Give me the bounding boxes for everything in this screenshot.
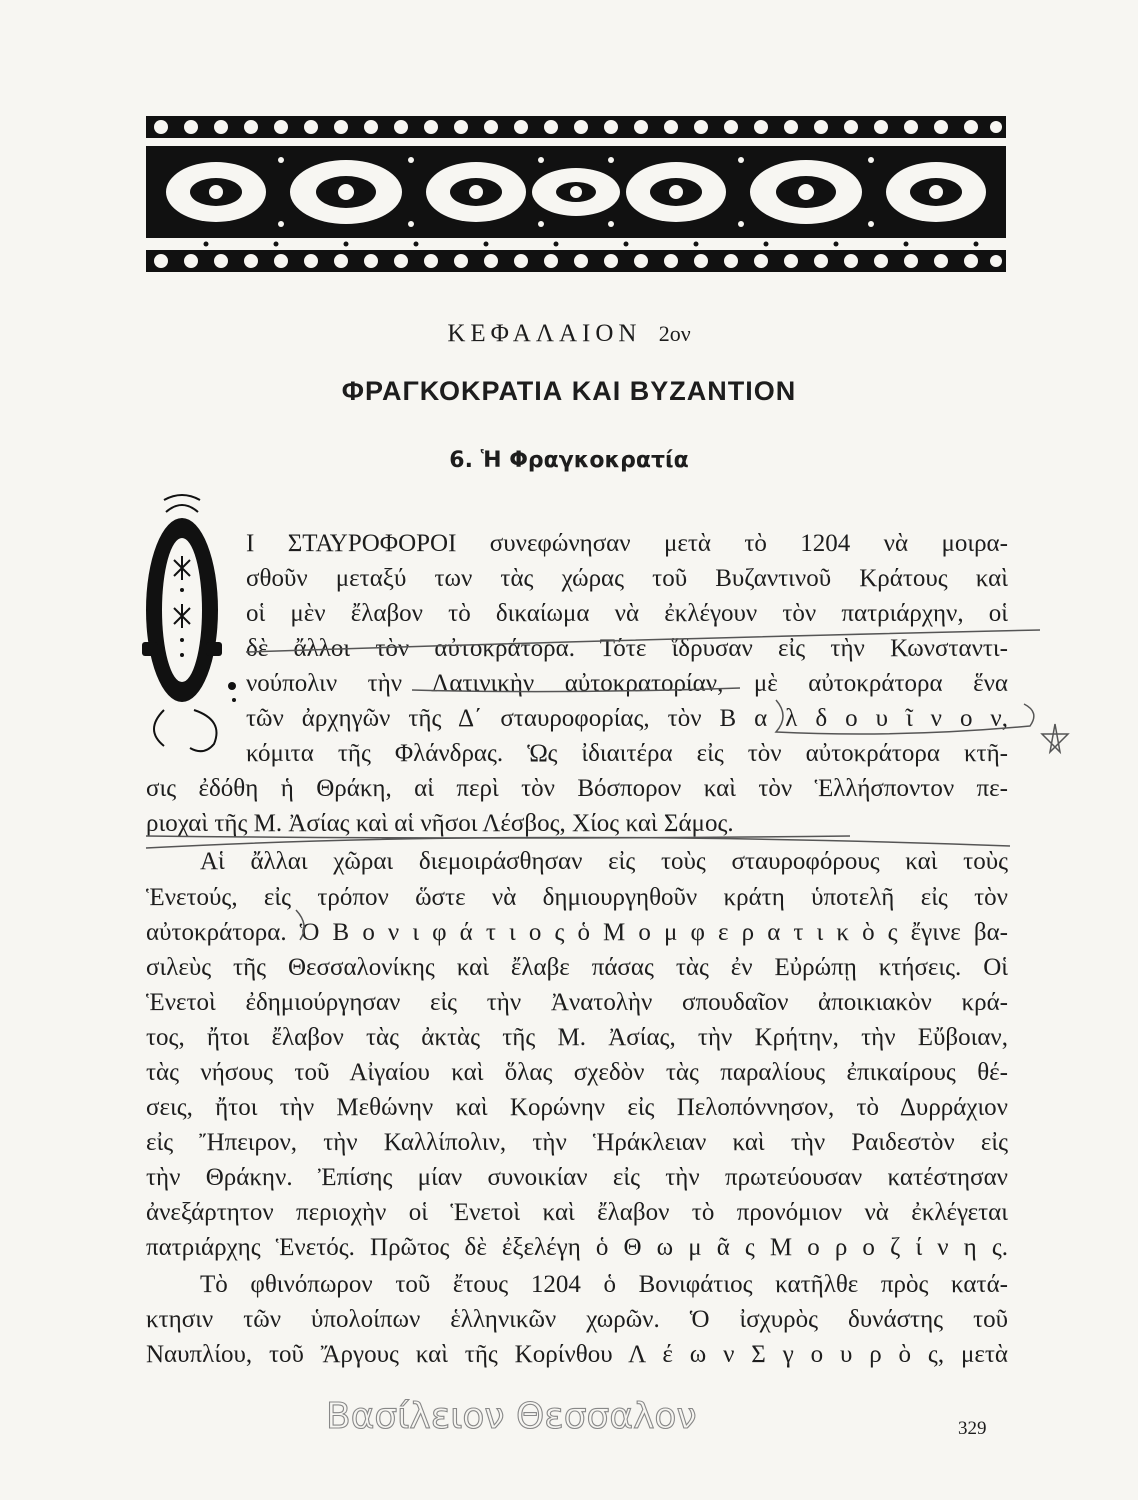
star-mark-icon [1038, 722, 1072, 756]
text-line: Αἱ ἄλλαι χῶραι διεμοιράσθησαν εἰς τοὺς σταυροφόρους καὶ τοὺς [200, 848, 1008, 875]
text-line: ἀνεξάρτητον περιοχὴν οἱ Ἑνετοὶ καὶ ἔλαβον τὸ προνόμιον νὰ ἐκλέγεται [146, 1199, 1008, 1226]
chapter-label: ΚΕΦΑΛΑΙΟΝ [447, 320, 642, 347]
chapter-title: ΦΡΑΓΚΟΚΡΑΤΙΑ ΚΑΙ ΒΥΖΑΝΤΙΟΝ [341, 376, 797, 406]
text-line: σεις, ἤτοι τὴν Μεθώνην καὶ Κορώνην εἰς Πελοπόννησον, τὸ Δυρράχιον [146, 1094, 1008, 1121]
handwritten-text: Βασίλειον Θεσσαλον [326, 1396, 697, 1437]
text-line: δὲ ἄλλοι τὸν αὐτοκράτορα. Τότε ἵδρυσαν εἰς τὴν Κωνσταντι- [246, 635, 1008, 662]
chapter-number: 2ον [658, 321, 691, 346]
text-line: κτησιν τῶν ὑπολοίπων ἑλληνικῶν χωρῶν. Ὁ ἰσχυρὸς δυνάστης τοῦ [146, 1306, 1008, 1333]
text-line: κόμιτα τῆς Φλάνδρας. Ὡς ἰδιαιτέρα εἰς τὸν αὐτοκράτορα κτῆ- [246, 740, 1008, 767]
text-line: ριοχαὶ τῆς Μ. Ἀσίας καὶ αἱ νῆσοι Λέσβος, Χίος καὶ Σάμος. [146, 810, 734, 837]
text-line: εἰς Ἤπειρον, τὴν Καλλίπολιν, τὴν Ἡράκλειαν καὶ τὴν Ραιδεστὸν εἰς [146, 1129, 1008, 1156]
text-line: Ι ΣΤΑΥΡΟΦΟΡΟΙ συνεφώνησαν μετὰ τὸ 1204 νὰ μοιρα- [246, 530, 1008, 557]
text-line: σις ἐδόθη ἡ Θράκη, αἱ περὶ τὸν Βόσπορον καὶ τὸν Ἑλλήσποντον πε- [146, 775, 1008, 802]
text-line: νούπολιν τὴν Λατινικὴν αὐτοκρατορίαν, μὲ αὐτοκράτορα ἕνα [246, 670, 1008, 697]
text-line: τὰς νήσους τοῦ Αἰγαίου καὶ ὅλας σχεδὸν τὰς παραλίους ἐπικαίρους θέ- [146, 1059, 1008, 1086]
text-line: Ναυπλίου, τοῦ Ἄργους καὶ τῆς Κορίνθου Λ έ ω ν Σ γ ο υ ρ ὸ ς, μετὰ [146, 1341, 1008, 1368]
text-line: αὐτοκράτορα. Ὁ Β ο ν ι φ ά τ ι ο ς ὁ Μ ο μ φ ε ρ α τ ι κ ὸ ς ἔγινε βα- [146, 919, 1008, 946]
text-line: πατριάρχης Ἑνετός. Πρῶτος δὲ ἐξελέγη ὁ Θ ω μ ᾶ ς Μ ο ρ ο ζ ί ν η ς. [146, 1234, 1008, 1261]
text-line: σιλεὺς τῆς Θεσσαλονίκης καὶ ἔλαβε πάσας τὰς ἐν Εὐρώπῃ κτήσεις. Οἱ [146, 954, 1008, 981]
page-number: 329 [958, 1418, 987, 1439]
text-line: τῶν ἀρχηγῶν τῆς Δ΄ σταυροφορίας, τὸν Β α λ δ ο υ ῖ ν ο ν, [246, 705, 1008, 732]
ornamental-banner [146, 110, 1006, 278]
handwritten-note [322, 1386, 792, 1446]
ornamental-dropcap [134, 490, 244, 760]
text-line: τος, ἤτοι ἔλαβον τὰς ἀκτὰς τῆς Μ. Ἀσίας, τὴν Κρήτην, τὴν Εὔβοιαν, [146, 1024, 1008, 1051]
text-line: οἱ μὲν ἔλαβον τὸ δικαίωμα νὰ ἐκλέγουν τὸν πατριάρχην, οἱ [246, 600, 1008, 627]
chapter-heading [0, 320, 1138, 348]
text-line: Τὸ φθινόπωρον τοῦ ἔτους 1204 ὁ Βονιφάτιος κατῆλθε πρὸς κατά- [200, 1271, 1008, 1298]
text-line: σθοῦν μεταξύ των τὰς χώρας τοῦ Βυζαντινοῦ Κράτους καὶ [246, 565, 1008, 592]
text-line: Ἑνετούς, εἰς τρόπον ὥστε νὰ δημιουργηθοῦν κράτη ὑποτελῆ εἰς τὸν [146, 884, 1008, 911]
text-line: τὴν Θράκην. Ἐπίσης μίαν συνοικίαν εἰς τὴν πρωτεύουσαν κατέστησαν [146, 1164, 1008, 1191]
section-heading: 6. Ἡ Φραγκοκρατία [449, 448, 689, 473]
text-line: Ἑνετοὶ ἐδημιούργησαν εἰς τὴν Ἀνατολὴν σπουδαῖον ἀποικιακὸν κρά- [146, 989, 1008, 1016]
